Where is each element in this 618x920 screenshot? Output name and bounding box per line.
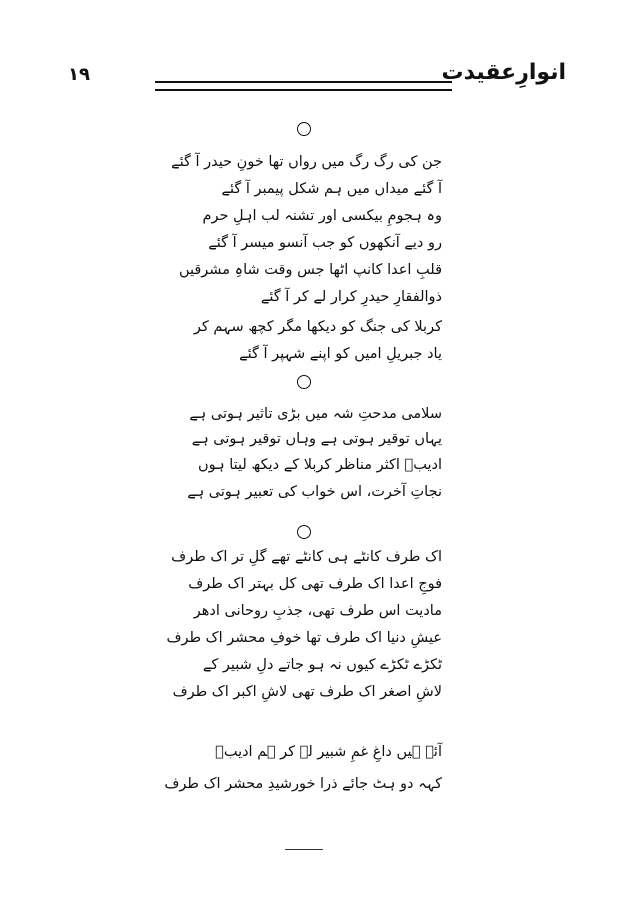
verse-line: فوجِ اعدا اک طرف تھی کل بہتر اک طرف [188, 576, 442, 592]
verse-line: قلبِ اعدا کانپ اٹھا جس وقت شاہِ مشرقیں [178, 262, 442, 278]
book-title: انوارِعقیدت [441, 60, 566, 85]
verse-line: مادیت اس طرف تھی، جذبِ روحانی ادھر [193, 603, 442, 619]
verse-line: یہاں توقیر ہوتی ہے وہاں توقیر ہوتی ہے [191, 431, 442, 447]
verse-line: کربلا کی جنگ کو دیکھا مگر کچھ سہم کر [193, 319, 442, 335]
verse-line: سلامی مدحتِ شہ میں بڑی تاثیر ہوتی ہے [189, 406, 442, 422]
verse-line: جن کی رگ رگ میں رواں تھا خونِ حیدر آ گئے [171, 154, 442, 170]
verse-line: ٹکڑے ٹکڑے کیوں نہ ہو جاتے دلِ شبیر کے [202, 657, 442, 673]
verse-line: اک طرف کانٹے ہی کانٹے تھے گلِ تر اک طرف [171, 549, 442, 565]
verse-line: آ گئے میداں میں ہم شکل پیمبر آ گئے [221, 181, 442, 197]
header-rule-bottom [155, 89, 452, 91]
verse-line: لاشِ اصغر اک طرف تھی لاشِ اکبر اک طرف [172, 684, 442, 700]
verse-line: آئے ہیں داغِ غمِ شبیر لے کر ہم ادیبؔ [215, 744, 442, 760]
verse-line: عیشِ دنیا اک طرف تھا خوفِ محشر اک طرف [166, 630, 442, 646]
verse-line: یاد جبریلِ امیں کو اپنے شہپر آ گئے [239, 346, 442, 362]
end-rule [285, 849, 323, 850]
header-rule-top [155, 81, 452, 83]
page-number: ۱۹ [68, 64, 90, 85]
verse-line: نجاتِ آخرت، اس خواب کی تعبیر ہوتی ہے [187, 484, 442, 500]
section-marker-circle [297, 122, 311, 136]
verse-line: ادیبؔ اکثر مناظر کربلا کے دیکھ لیتا ہوں [197, 457, 442, 473]
verse-line: ذوالفقارِ حیدرِ کرار لے کر آ گئے [260, 289, 442, 305]
verse-line: کہہ دو ہٹ جائے ذرا خورشیدِ محشر اک طرف [164, 776, 442, 792]
section-marker-circle [297, 525, 311, 539]
section-marker-circle [297, 375, 311, 389]
verse-line: رو دیے آنکھوں کو جب آنسو میسر آ گئے [208, 235, 442, 251]
verse-line: وہ ہجومِ بیکسی اور تشنہ لب اہلِ حرم [202, 208, 442, 224]
